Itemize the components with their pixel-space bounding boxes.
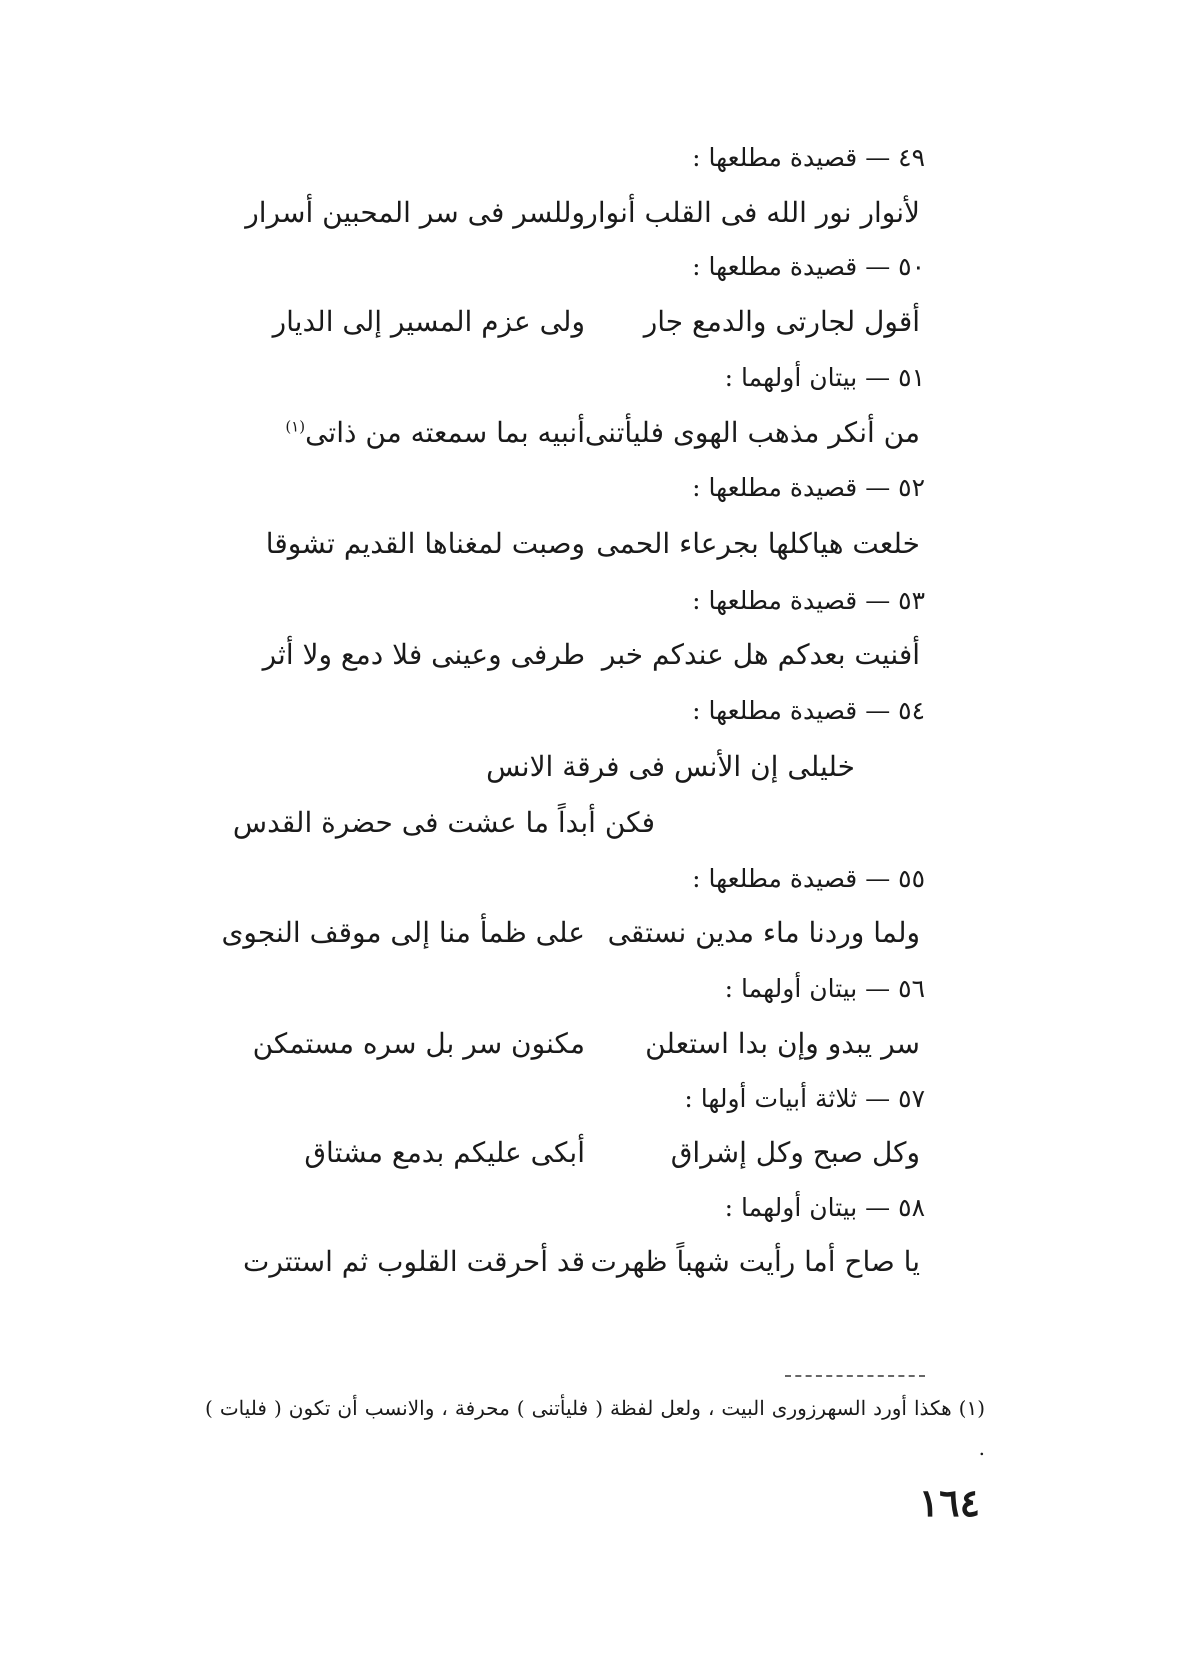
footnote-divider	[785, 1375, 925, 1377]
entry-heading: ٥٠ — قصيدة مطلعها :	[692, 252, 925, 281]
verse-first-hemistich: يا صاح أما رأيت شهباً ظهرت	[590, 1245, 920, 1278]
verse-line-second: فكن أبداً ما عشت فى حضرة القدس	[232, 806, 655, 839]
verse-first-hemistich: خلعت هياكلها بجرعاء الحمى	[596, 527, 920, 560]
verse-text: أنبيه بما سمعته من ذاتى	[305, 416, 585, 449]
verse-second-hemistich: أبكى عليكم بدمع مشتاق	[304, 1136, 585, 1169]
verse-second-hemistich: طرفى وعينى فلا دمع ولا أثر	[262, 638, 585, 671]
verse-second-hemistich: وصبت لمغناها القديم تشوقا	[265, 527, 585, 560]
footnote-reference: (١)	[285, 417, 306, 436]
entry-heading: ٥٦ — بيتان أولهما :	[724, 974, 925, 1003]
page-number: ١٦٤	[918, 1480, 980, 1525]
verse-first-hemistich: أفنيت بعدكم هل عندكم خبر	[601, 638, 920, 671]
verse-first-hemistich: وكل صبح وكل إشراق	[670, 1136, 920, 1169]
verse-second-hemistich: قد أحرقت القلوب ثم استترت	[242, 1245, 585, 1278]
verse-first-hemistich: من أنكر مذهب الهوى فليأتنى	[584, 416, 920, 449]
verse-second-hemistich	[285, 416, 585, 449]
verse-second-hemistich: وللسر فى سر المحبين أسرار	[245, 196, 585, 229]
footnote: (١) هكذا أورد السهرزورى البيت ، ولعل لفظة ( فليأتنى ) محرفة ، والانسب أن تكون ( فليات ) .	[205, 1396, 985, 1460]
entry-heading: ٥٥ — قصيدة مطلعها :	[692, 864, 925, 893]
verse-first-hemistich: لأنوار نور الله فى القلب أنوار	[584, 196, 920, 229]
verse-second-hemistich: على ظمأ منا إلى موقف النجوى	[221, 916, 585, 949]
entry-heading: ٥١ — بيتان أولهما :	[724, 363, 925, 392]
verse-first-hemistich: سر يبدو وإن بدا استعلن	[645, 1027, 920, 1060]
verse-line-first: خليلى إن الأنس فى فرقة الانس	[486, 750, 855, 783]
entry-heading: ٥٨ — بيتان أولهما :	[724, 1193, 925, 1222]
entry-heading: ٥٣ — قصيدة مطلعها :	[692, 586, 925, 615]
entry-heading: ٥٧ — ثلاثة أبيات أولها :	[684, 1084, 925, 1113]
verse-first-hemistich: أقول لجارتى والدمع جار	[643, 305, 920, 338]
entry-heading: ٥٤ — قصيدة مطلعها :	[692, 696, 925, 725]
entry-heading: ٥٢ — قصيدة مطلعها :	[692, 473, 925, 502]
verse-first-hemistich: ولما وردنا ماء مدين نستقى	[607, 916, 920, 949]
verse-second-hemistich: مكنون سر بل سره مستمكن	[252, 1027, 585, 1060]
entry-heading: ٤٩ — قصيدة مطلعها :	[692, 143, 925, 172]
verse-second-hemistich: ولى عزم المسير إلى الديار	[272, 305, 585, 338]
